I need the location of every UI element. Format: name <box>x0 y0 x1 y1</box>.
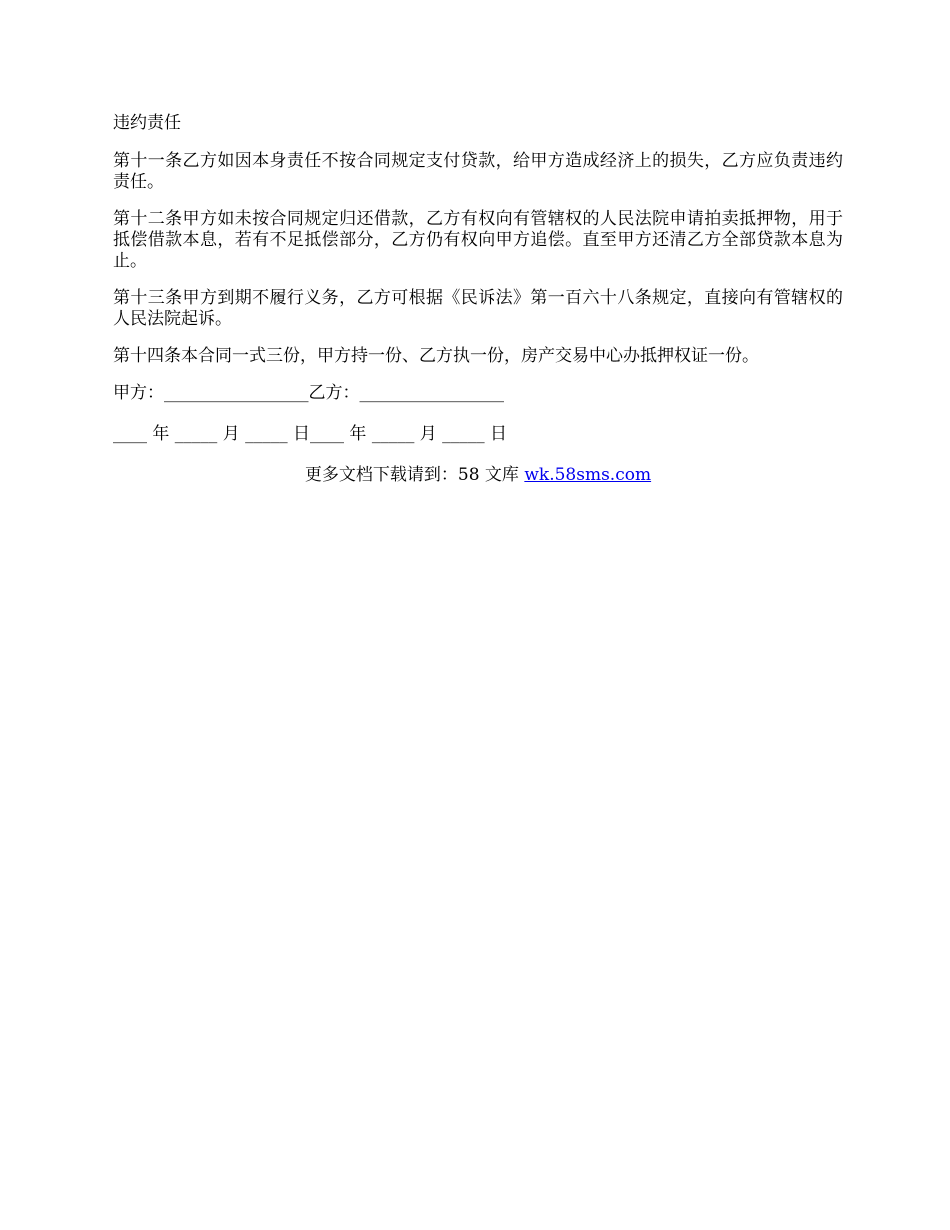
footer-link[interactable]: wk.58sms.com <box>524 465 652 485</box>
document-page <box>113 113 843 486</box>
signature-line: 甲方：_________________乙方：_________________ <box>113 383 504 403</box>
section-heading: 违约责任 <box>113 113 181 133</box>
clause-13: 第十三条甲方到期不履行义务，乙方可根据《民诉法》第一百六十八条规定，直接向有管辖权的人民法院起诉。 <box>113 288 843 329</box>
clause-12: 第十二条甲方如未按合同规定归还借款，乙方有权向有管辖权的人民法院申请拍卖抵押物，用于抵偿借款本息，若有不足抵偿部分，乙方仍有权向甲方追偿。直至甲方还清乙方全部贷款本息为止。 <box>113 209 843 271</box>
date-line: ____ 年 _____ 月 _____ 日____ 年 _____ 月 _____ 日 <box>113 424 508 444</box>
footer-prefix: 更多文档下载请到：58 文库 <box>304 465 525 485</box>
clause-14: 第十四条本合同一式三份，甲方持一份、乙方执一份，房产交易中心办抵押权证一份。 <box>113 346 759 366</box>
clause-11: 第十一条乙方如因本身责任不按合同规定支付贷款，给甲方造成经济上的损失，乙方应负责违约责任。 <box>113 151 843 192</box>
download-footer <box>113 465 843 486</box>
